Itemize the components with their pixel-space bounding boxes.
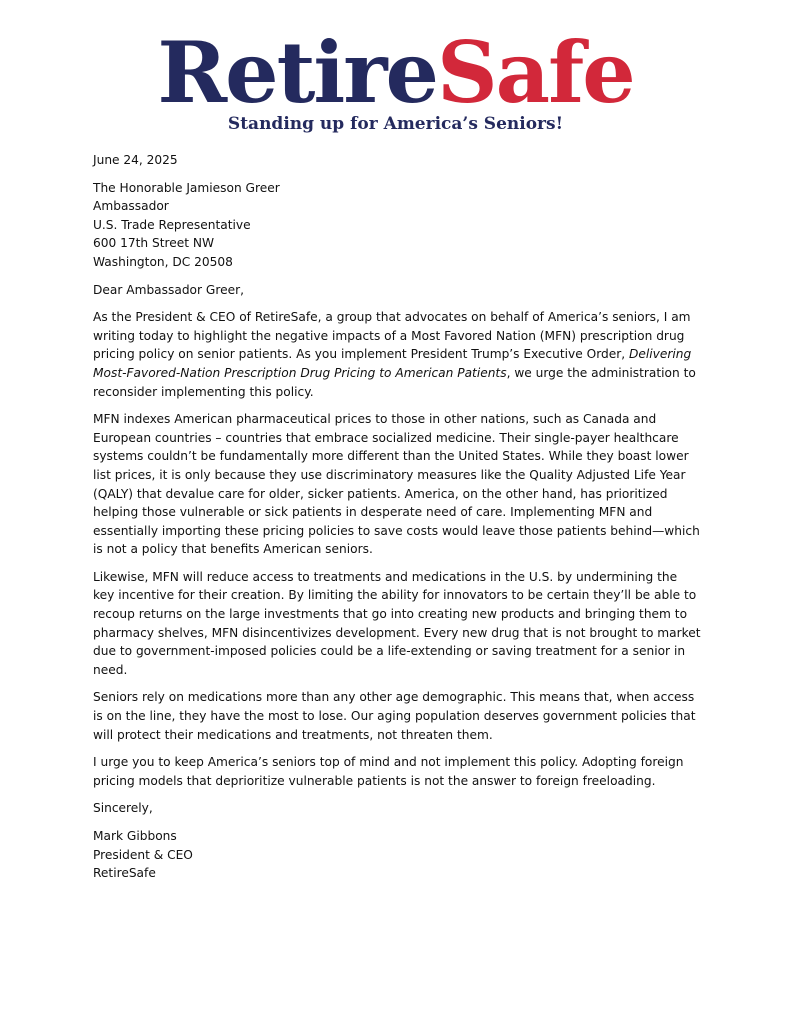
tagline: Standing up for America’s Seniors! [227,114,564,134]
signature-title: President & CEO [93,847,193,862]
signature-name: Mark Gibbons [93,829,177,843]
paragraph-intro-text-before: As the President & CEO of RetireSafe, a group that advocates on behalf of America’s seniors, I am writing today to highlight the negative impacts of a Most Favored Nation (MFN) prescription drug pricing policy on senior patients. As you implement President Trump’s Executive Order, [93,310,691,362]
recipient-title: Ambassador [93,199,169,214]
paragraph-urge: I urge you to keep America’s seniors top of mind and not implement this policy. Adopting foreign pricing models that deprioritize vulnerable patients is not the answer to foreign freeloading. [93,755,684,788]
letter-body [93,151,701,892]
paragraph-intro [93,308,701,401]
letter-date: June 24, 2025 [93,153,178,167]
paragraph-intro-text-after: , we urge the administration to reconsider implementing this policy. [93,365,696,399]
recipient-city: Washington, DC 20508 [93,254,233,269]
logo-text-retire: Retire [157,23,437,122]
recipient-street: 600 17th Street NW [93,236,215,251]
retiresafe-logo [0,23,791,122]
paragraph-seniors: Seniors rely on medications more than any other age demographic. This means that, when access is on the line, they have the most to lose. Our aging population deserves government policies that will protect their medications and treatments, not threaten them. [93,690,696,742]
logo-text-safe: Safe [437,23,634,122]
closing: Sincerely, [93,801,153,816]
signature-organization: RetireSafe [93,866,156,881]
paragraph-access: Likewise, MFN will reduce access to treatments and medications in the U.S. by undermining the key incentive for their creation. By limiting the ability for innovators to be certain they’ll be able to recoup returns on the large investments that go into creating new products and bringing them to pharmacy shelves, MFN disincentivizes development. Every new drug that is not brought to market due to government-imposed policies could be a life-extending or saving treatment for a senior in need. [93,569,701,677]
recipient-name: The Honorable Jamieson Greer [93,180,280,195]
paragraph-mfn-indexes: MFN indexes American pharmaceutical prices to those in other nations, such as Canada and European countries – countries that embrace socialized medicine. Their single-payer healthcare systems couldn’t be fundamentally more different than the United States. While they boast lower list prices, it is only because they use discriminatory measures like the Quality Adjusted Life Year (QALY) that devalue care for older, sicker patients. America, on the other hand, has prioritized helping those vulnerable or sick patients in desperate need of care. Implementing MFN and essentially importing these pricing policies to save costs would leave those patients behind—which is not a policy that benefits American seniors. [93,412,700,557]
salutation: Dear Ambassador Greer, [93,282,244,297]
recipient-office: U.S. Trade Representative [93,217,251,232]
letterhead [0,23,791,134]
executive-order-title: Delivering Most-Favored-Nation Prescription Drug Pricing to American Patients [93,347,692,380]
